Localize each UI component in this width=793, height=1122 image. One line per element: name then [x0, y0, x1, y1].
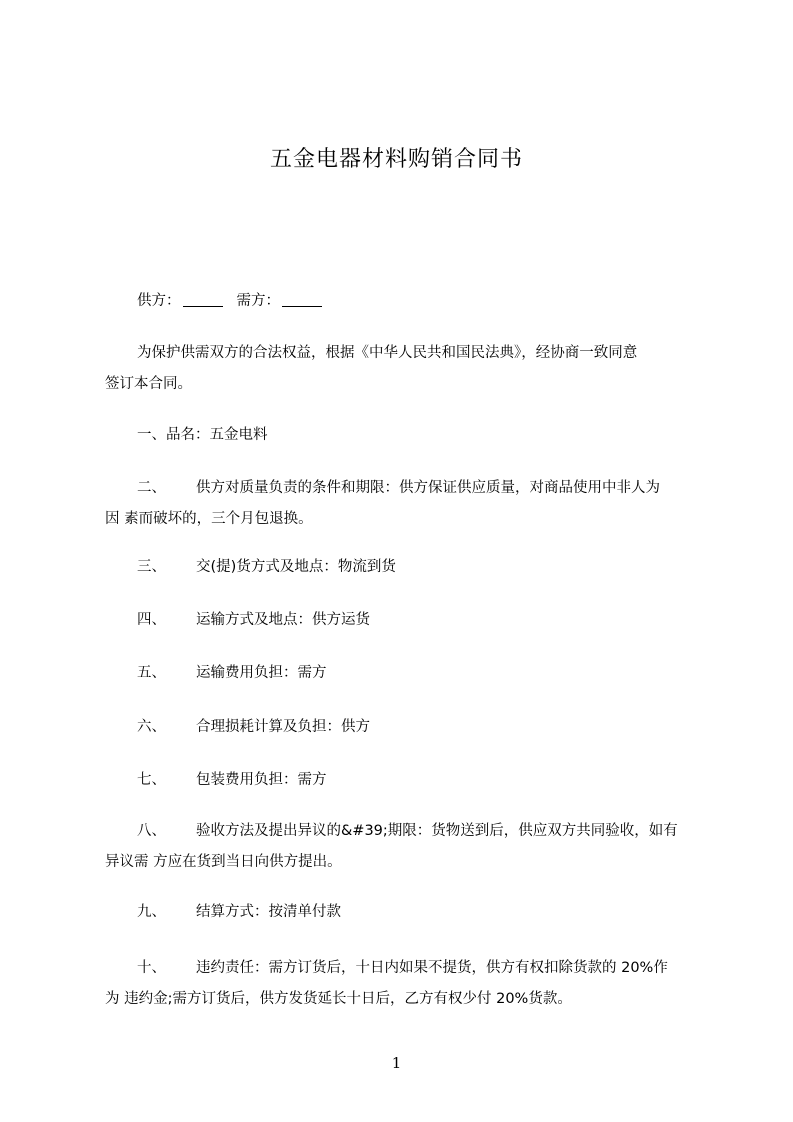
supplier-blank	[183, 292, 223, 307]
clause-number: 一、	[137, 427, 166, 443]
buyer-blank	[282, 292, 322, 307]
buyer-label: 需方：	[236, 293, 280, 309]
clause-number: 九、	[137, 904, 166, 920]
clause-text: 合理损耗计算及负担：供方	[196, 719, 370, 735]
clause-text-line-2: 异议需 方应在货到当日向供方提出。	[105, 854, 342, 870]
clause-number: 六、	[137, 719, 166, 735]
clause-number: 三、	[137, 559, 166, 575]
clause-4	[105, 604, 705, 636]
preamble-line-2: 签订本合同。	[105, 376, 192, 392]
parties-line	[105, 285, 705, 317]
clause-3	[105, 551, 705, 583]
clause-text-line-2: 因 素而破坏的，三个月包退换。	[105, 511, 313, 527]
clause-text-line-1: 供方对质量负责的条件和期限：供方保证供应质量，对商品使用中非人为	[196, 480, 660, 496]
clause-8	[105, 816, 705, 878]
clause-text: 交(提)货方式及地点：物流到货	[196, 559, 396, 575]
clause-5	[105, 657, 705, 689]
clause-number: 五、	[137, 665, 166, 681]
page-number: 1	[391, 1054, 402, 1072]
supplier-label: 供方：	[137, 293, 181, 309]
clause-1	[105, 419, 705, 451]
clause-9	[105, 896, 705, 928]
clause-text-line-1: 验收方法及提出异议的&#39;期限：货物送到后，供应双方共同验收，如有	[196, 823, 678, 839]
clause-2	[105, 473, 705, 535]
document-title: 五金电器材料购销合同书	[269, 147, 523, 172]
clause-text: 包装费用负担：需方	[196, 772, 327, 788]
clause-number: 四、	[137, 612, 166, 628]
clause-text: 运输方式及地点：供方运货	[196, 612, 370, 628]
clause-text-line-2: 为 违约金;需方订货后，供方发货延长十日后，乙方有权少付 20%货款。	[105, 991, 572, 1007]
clause-number: 八、	[137, 823, 166, 839]
clause-7	[105, 764, 705, 796]
clause-text-line-1: 违约责任：需方订货后，十日内如果不提货，供方有权扣除货款的 20%作	[196, 960, 668, 976]
clause-number: 七、	[137, 772, 166, 788]
clause-text: 品名：五金电料	[166, 427, 268, 443]
clause-number: 二、	[137, 480, 166, 496]
preamble-paragraph	[105, 338, 705, 400]
clause-10	[105, 953, 705, 1015]
clause-6	[105, 711, 705, 743]
clause-text: 结算方式：按清单付款	[196, 904, 341, 920]
clause-text: 运输费用负担：需方	[196, 665, 327, 681]
clause-number: 十、	[137, 960, 166, 976]
preamble-line-1: 为保护供需双方的合法权益，根据《中华人民共和国民法典》，经协商一致同意	[137, 345, 638, 361]
